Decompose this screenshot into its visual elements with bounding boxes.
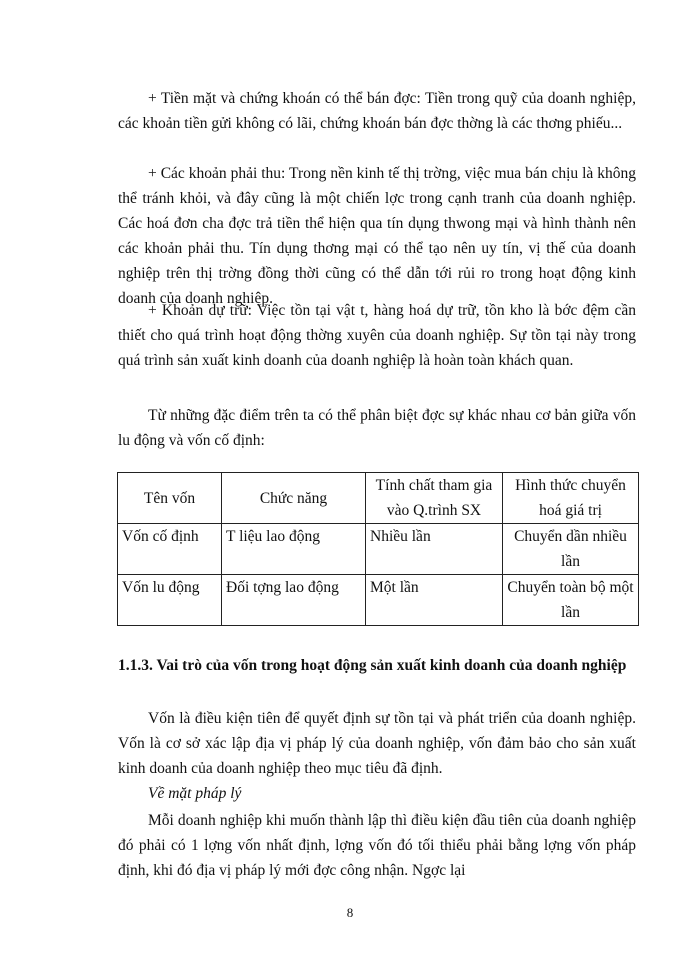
comparison-table — [117, 472, 639, 626]
paragraph-inventory: + Khoản dự trữ: Việc tồn tại vật t, hàng hoá dự trữ, tồn kho là bớc đệm cần thiết cho quá trình hoạt động thờng xuyên của doanh nghiệp. Sự tồn tại này trong quá trình sản xuất kinh doanh của doanh nghiệp là hoàn toàn khách quan. — [118, 302, 636, 369]
paragraph-receivables: + Các khoản phải thu: Trong nền kinh tế thị trờng, việc mua bán chịu là không thể tránh khỏi, và đây cũng là một chiến lợc trong cạnh tranh của doanh nghiệp. Các hoá đơn cha đợc trả tiền thể hiện qua tín dụng thwong mại và hình thành nên các khoản phải thu. Tín dụng thơng mại có thể tạo nên uy tín, vị thế của doanh nghiệp trên thị trờng đồng thời cũng có thể dẫn tới rủi ro trong hoạt động kinh doanh của doanh nghiệp. — [118, 165, 636, 307]
table-row — [118, 575, 639, 626]
paragraph-comparison-intro: Từ những đặc điểm trên ta có thể phân biệt đợc sự khác nhau cơ bản giữa vốn lu động và vốn cố định: — [118, 407, 636, 449]
table-cell: Chuyển toàn bộ một lần — [503, 575, 639, 626]
paragraph-legal-aspect: Mỗi doanh nghiệp khi muốn thành lập thì điều kiện đầu tiên của doanh nghiệp đó phải có 1 lợng vốn nhất định, lợng vốn đó tối thiểu phải bằng lợng vốn pháp định, khi đó địa vị pháp lý mới đợc công nhận. Ngợc lại — [118, 812, 636, 879]
subsection-heading: Về mặt pháp lý — [148, 785, 242, 802]
table-cell: Vốn lu động — [118, 575, 222, 626]
table-cell: Nhiều lần — [366, 524, 503, 575]
table-header-cell: Tính chất tham gia vào Q.trình SX — [366, 473, 503, 524]
table-cell: Một lần — [366, 575, 503, 626]
table-header-cell: Chức năng — [222, 473, 366, 524]
table-header-cell: Tên vốn — [118, 473, 222, 524]
page-number: 8 — [346, 905, 354, 920]
table-cell: T liệu lao động — [222, 524, 366, 575]
paragraph-role-of-capital: Vốn là điều kiện tiên để quyết định sự tồn tại và phát triển của doanh nghiệp. Vốn là cơ sở xác lập địa vị pháp lý của doanh nghiệp, vốn đảm bảo cho sản xuất kinh doanh của doanh nghiệp theo mục tiêu đã định. — [118, 710, 636, 777]
table-cell: Vốn cố định — [118, 524, 222, 575]
paragraph-cash: + Tiền mặt và chứng khoán có thể bán đợc: Tiền trong quỹ của doanh nghiệp, các khoản tiền gửi không có lãi, chứng khoán bán đợc thờng là các thơng phiếu... — [118, 90, 636, 132]
table-cell: Đối tợng lao động — [222, 575, 366, 626]
section-heading: 1.1.3. Vai trò của vốn trong hoạt động sản xuất kinh doanh của doanh nghiệp — [118, 657, 627, 674]
table-row — [118, 524, 639, 575]
table-header-cell: Hình thức chuyển hoá giá trị — [503, 473, 639, 524]
table-cell: Chuyển dần nhiều lần — [503, 524, 639, 575]
table-header-row — [118, 473, 639, 524]
